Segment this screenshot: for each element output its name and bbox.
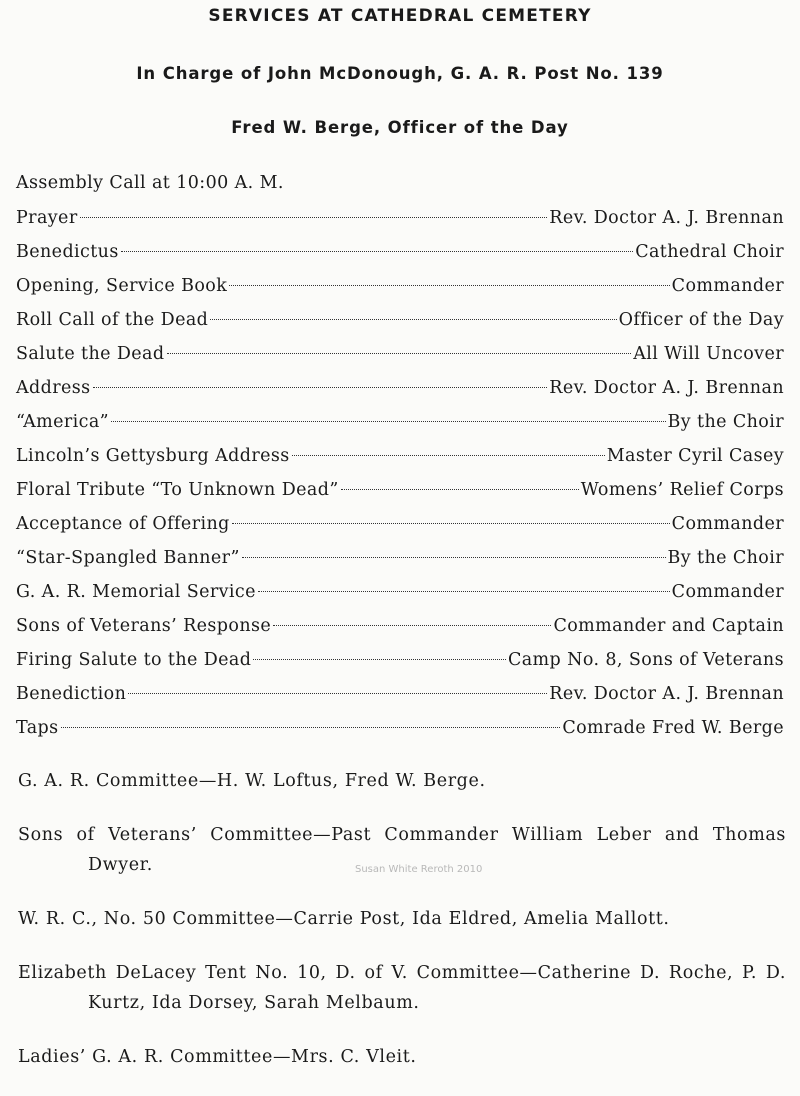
program-performer: Cathedral Choir <box>635 242 784 262</box>
dot-leader <box>80 217 548 218</box>
program-performer: Commander <box>671 514 784 534</box>
program-item: Salute the Dead <box>16 344 165 364</box>
program-row <box>16 341 784 375</box>
program-performer: Comrade Fred W. Berge <box>562 718 784 738</box>
program-row <box>16 613 784 647</box>
program-row <box>16 443 784 477</box>
dot-leader <box>61 727 561 728</box>
watermark-text: Susan White Reroth 2010 <box>355 864 483 875</box>
program-row <box>16 681 784 715</box>
committee-list <box>18 766 786 1096</box>
committee-entry: Ladies’ G. A. R. Committee—Mrs. C. Vleit. <box>18 1047 417 1067</box>
program-item: Acceptance of Offering <box>16 514 230 534</box>
officer-subtitle: Fred W. Berge, Officer of the Day <box>231 118 569 137</box>
program-performer: Rev. Doctor A. J. Brennan <box>549 208 784 228</box>
program-item: Prayer <box>16 208 78 228</box>
dot-leader <box>273 625 551 626</box>
dot-leader <box>167 353 632 354</box>
program-performer: Commander <box>671 582 784 602</box>
program-performer: Commander <box>671 276 784 296</box>
dot-leader <box>258 591 670 592</box>
in-charge-subtitle: In Charge of John McDonough, G. A. R. Post No. 139 <box>136 64 664 83</box>
program-row <box>16 273 784 307</box>
dot-leader <box>121 251 633 252</box>
committee-entry: Elizabeth DeLacey Tent No. 10, D. of V. Committee—Catherine D. Roche, P. D. Kurtz, Ida Dorsey, Sarah Melbaum. <box>18 963 786 1013</box>
dot-leader <box>242 557 666 558</box>
program-item: Floral Tribute “To Unknown Dead” <box>16 480 339 500</box>
program-row <box>16 579 784 613</box>
program-item: Benedictus <box>16 242 119 262</box>
program-row <box>16 477 784 511</box>
program-performer: Camp No. 8, Sons of Veterans <box>507 650 784 670</box>
program-performer: Commander and Captain <box>553 616 784 636</box>
program-row <box>16 375 784 409</box>
program-row <box>16 307 784 341</box>
program-row <box>16 205 784 239</box>
program-performer: All Will Uncover <box>633 344 784 364</box>
program-performer: Womens’ Relief Corps <box>580 480 784 500</box>
program-performer: Rev. Doctor A. J. Brennan <box>549 378 784 398</box>
program-item: Opening, Service Book <box>16 276 228 296</box>
dot-leader <box>93 387 548 388</box>
dot-leader <box>229 285 669 286</box>
program-list <box>16 205 784 749</box>
program-row <box>16 647 784 681</box>
dot-leader <box>232 523 670 524</box>
dot-leader <box>341 489 579 490</box>
dot-leader <box>128 693 547 694</box>
program-item: “Star-Spangled Banner” <box>16 548 240 568</box>
program-item: Firing Salute to the Dead <box>16 650 252 670</box>
program-row <box>16 715 784 749</box>
dot-leader <box>210 319 616 320</box>
program-performer: Rev. Doctor A. J. Brennan <box>549 684 784 704</box>
program-row <box>16 239 784 273</box>
dot-leader <box>292 455 605 456</box>
program-item: “America” <box>16 412 110 432</box>
program-item: Taps <box>16 718 59 738</box>
program-item: Lincoln’s Gettysburg Address <box>16 446 290 466</box>
program-item: Address <box>16 378 91 398</box>
assembly-call: Assembly Call at 10:00 A. M. <box>16 173 284 193</box>
program-row <box>16 511 784 545</box>
program-item: Roll Call of the Dead <box>16 310 209 330</box>
program-item: Benediction <box>16 684 127 704</box>
program-performer: Officer of the Day <box>618 310 784 330</box>
committee-entry: G. A. R. Committee—H. W. Loftus, Fred W. Berge. <box>18 771 486 791</box>
program-performer: Master Cyril Casey <box>606 446 784 466</box>
program-item: G. A. R. Memorial Service <box>16 582 256 602</box>
program-item: Sons of Veterans’ Response <box>16 616 272 636</box>
committee-entry: Sons of Veterans’ Committee—Past Commander William Leber and Thomas Dwyer. <box>18 825 786 875</box>
program-performer: By the Choir <box>667 412 784 432</box>
dot-leader <box>111 421 665 422</box>
program-performer: By the Choir <box>667 548 784 568</box>
program-row <box>16 409 784 443</box>
dot-leader <box>253 659 506 660</box>
program-row <box>16 545 784 579</box>
committee-entry: W. R. C., No. 50 Committee—Carrie Post, Ida Eldred, Amelia Mallott. <box>18 909 670 929</box>
page-title: SERVICES AT CATHEDRAL CEMETERY <box>208 6 592 26</box>
